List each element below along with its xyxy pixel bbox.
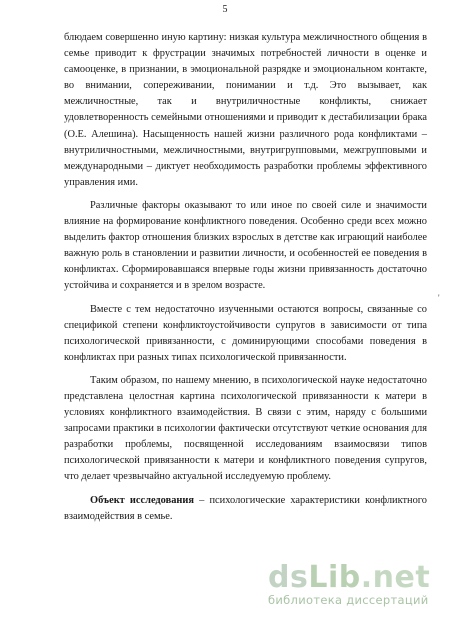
page-number: 5	[222, 4, 228, 15]
watermark-subtitle: библиотека диссертаций	[268, 593, 429, 607]
paragraph-1: блюдаем совершенно иную картину: низкая культура межличностного общения в семье приводит к фрустрации значимых потребностей личности в оценке и самооценке, в признании, в эмоциональной разрядке и эмоциональном контакте, во внимании, сопереживании, понимании и т.д. Это вызывает, как межличностные, так и внутриличностные конфликты, снижает удовлетворенность семейными отношениями и приводит к дестабилизации брака (О.Е. Алешина). Насыщенность нашей жизни различного рода конфликтами – внутриличностными, межличностными, внутригрупповыми, межгрупповыми и международными – диктует необходимость разработки проблемы эффективного управления ими.	[64, 32, 427, 188]
paragraph-3: Вместе с тем недостаточно изученными остаются вопросы, связанные со спецификой степени конфликтоустойчивости супругов в зависимости от типа психологической привязанности, с доминирующими способами поведения в конфликтах при разных типах психологической привязанности.	[64, 303, 427, 363]
dslib-watermark	[268, 560, 448, 620]
paragraph-2: Различные факторы оказывают то или иное по своей силе и значимости влияние на формирование конфликтного поведения. Особенно среди всех можно выделить фактор отношения близких взрослых в детстве как играющий наиболее важную роль в становлении и развитии личности, и особенностей ее поведения в конфликтах. Сформировавшаяся впервые годы жизни привязанность достаточно устойчива и сохраняется и в зрелом возрасте.	[64, 199, 427, 292]
document-body	[64, 30, 427, 532]
paragraph-4: Таким образом, по нашему мнению, в психологической науке недостаточно представлена целостная картина психологической привязанности к матери в условиях конфликтного взаимодействия. В связи с этим, наряду с большими запросами практики в психологии фактически отсутствуют четкие основания для разработки проблемы, посвященной исследованиям взаимосвязи типов психологической привязанности к матери и конфликтного поведения супругов, что делает чрезвычайно актуальной исследуемую проблему.	[64, 374, 427, 483]
watermark-logo: dsLib.net	[268, 560, 431, 595]
object-of-study-text: – психологические характеристики конфликтного взаимодействия в семье.	[64, 494, 427, 522]
margin-mark: '	[438, 293, 440, 303]
paragraph-5	[64, 493, 427, 525]
object-of-study-label: Объект исследования	[90, 494, 195, 506]
